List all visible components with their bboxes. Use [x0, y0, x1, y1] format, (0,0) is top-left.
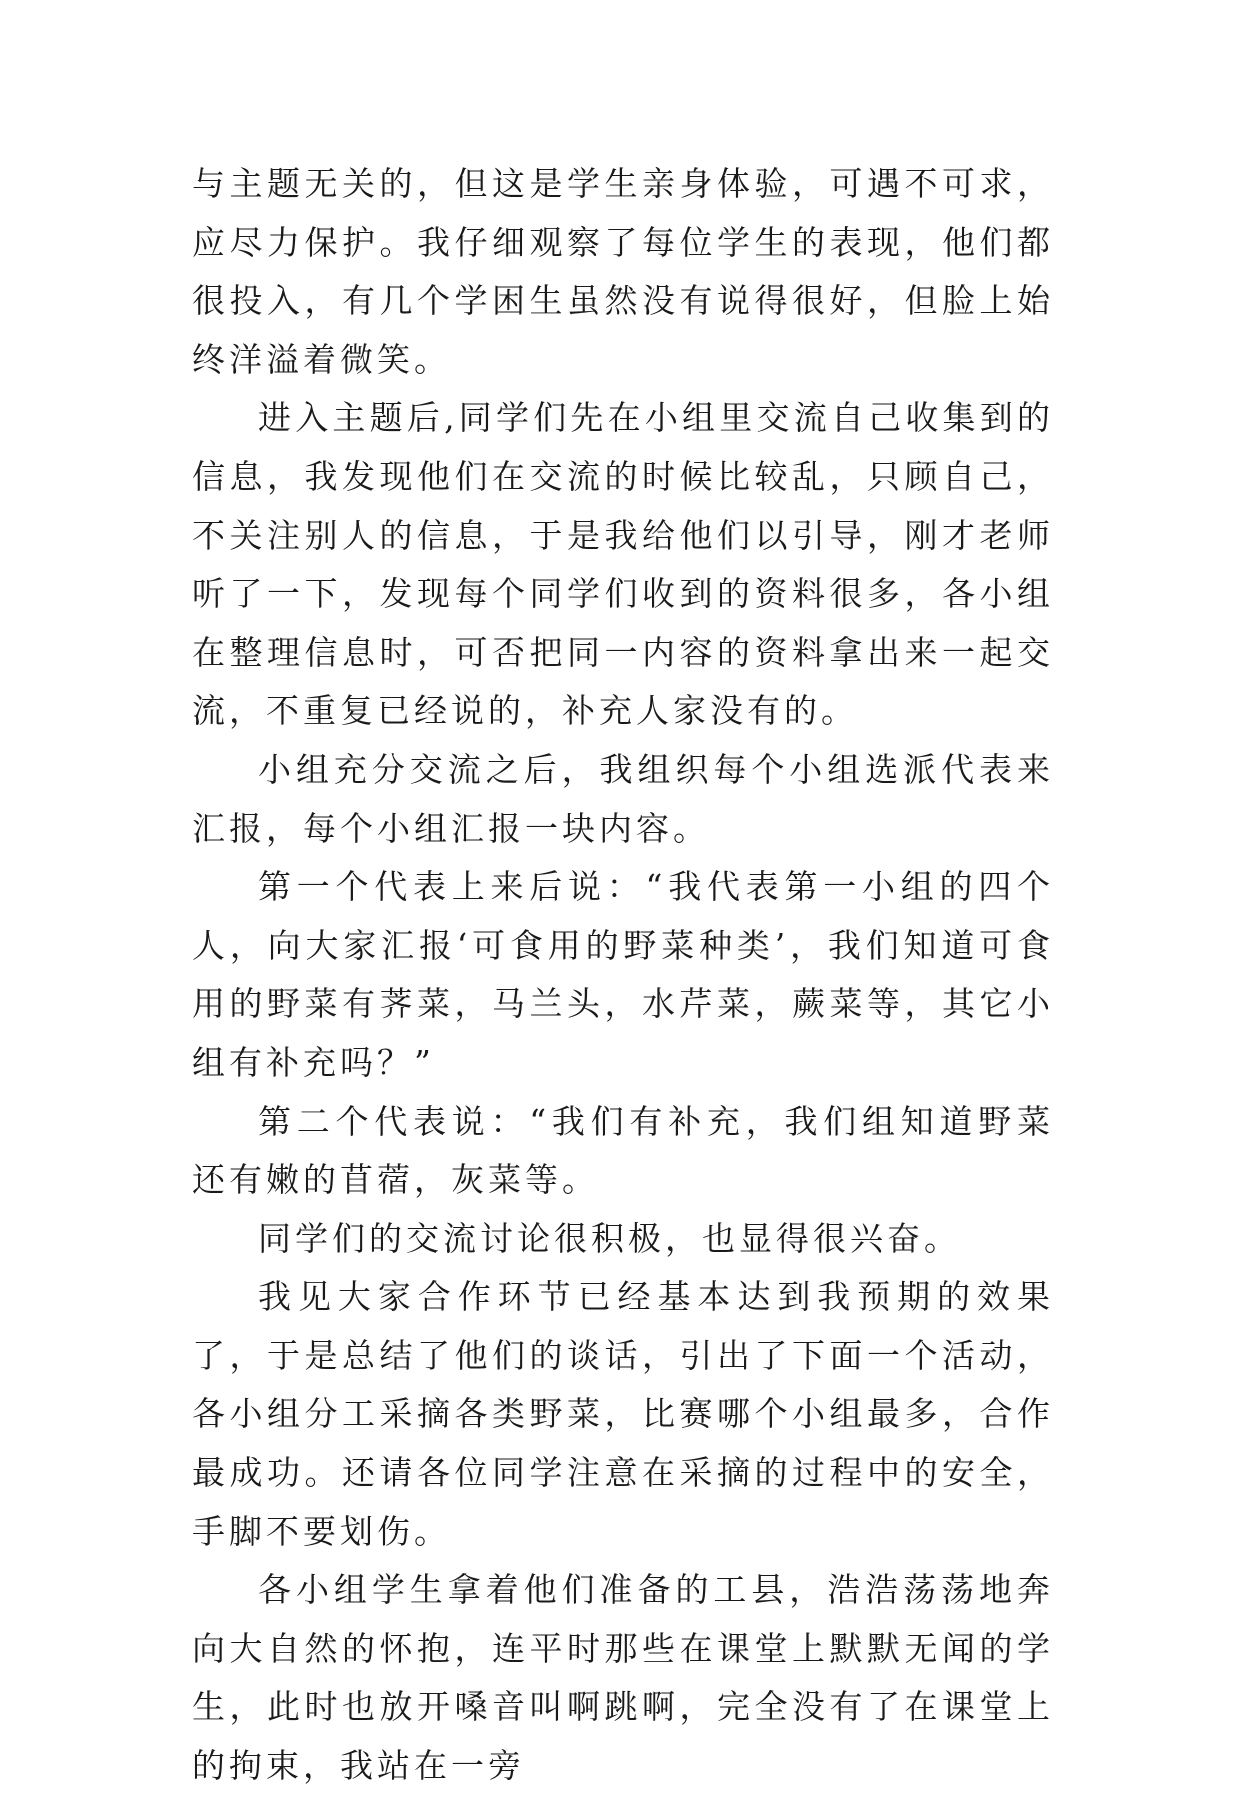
paragraph: 第二个代表说：“我们有补充，我们组知道野菜还有嫩的苜蓿，灰菜等。 — [192, 1101, 1054, 1200]
document-body — [192, 155, 1054, 1796]
paragraph: 我见大家合作环节已经基本达到我预期的效果了，于是总结了他们的谈话，引出了下面一个活动，各小组分工采摘各类野菜，比赛哪个小组最多，合作最成功。还请各位同学注意在采摘的过程中的安全，手脚不要划伤。 — [192, 1277, 1054, 1551]
paragraph: 进入主题后,同学们先在小组里交流自己收集到的信息，我发现他们在交流的时候比较乱，只顾自己，不关注别人的信息，于是我给他们以引导，刚才老师听了一下，发现每个同学们收到的资料很多，各小组在整理信息时，可否把同一内容的资料拿出来一起交流，不重复已经说的，补充人家没有的。 — [192, 398, 1054, 731]
paragraph-continued: 与主题无关的，但这是学生亲身体验，可遇不可求，应尽力保护。我仔细观察了每位学生的表现，他们都很投入，有几个学困生虽然没有说得很好，但脸上始终洋溢着微笑。 — [192, 164, 1054, 379]
paragraph: 第一个代表上来后说：“我代表第一小组的四个人，向大家汇报‘可食用的野菜种类’，我们知道可食用的野菜有荠菜，马兰头，水芹菜，蕨菜等，其它小组有补充吗？” — [192, 867, 1054, 1082]
paragraph: 各小组学生拿着他们准备的工县，浩浩荡荡地奔向大自然的怀抱，连平时那些在课堂上默默无闻的学生，此时也放开嗓音叫啊跳啊，完全没有了在课堂上的拘束，我站在一旁 — [192, 1570, 1054, 1786]
paragraph: 同学们的交流讨论很积极，也显得很兴奋。 — [258, 1218, 961, 1258]
paragraph: 小组充分交流之后，我组织每个小组选派代表来汇报，每个小组汇报一块内容。 — [192, 749, 1054, 848]
